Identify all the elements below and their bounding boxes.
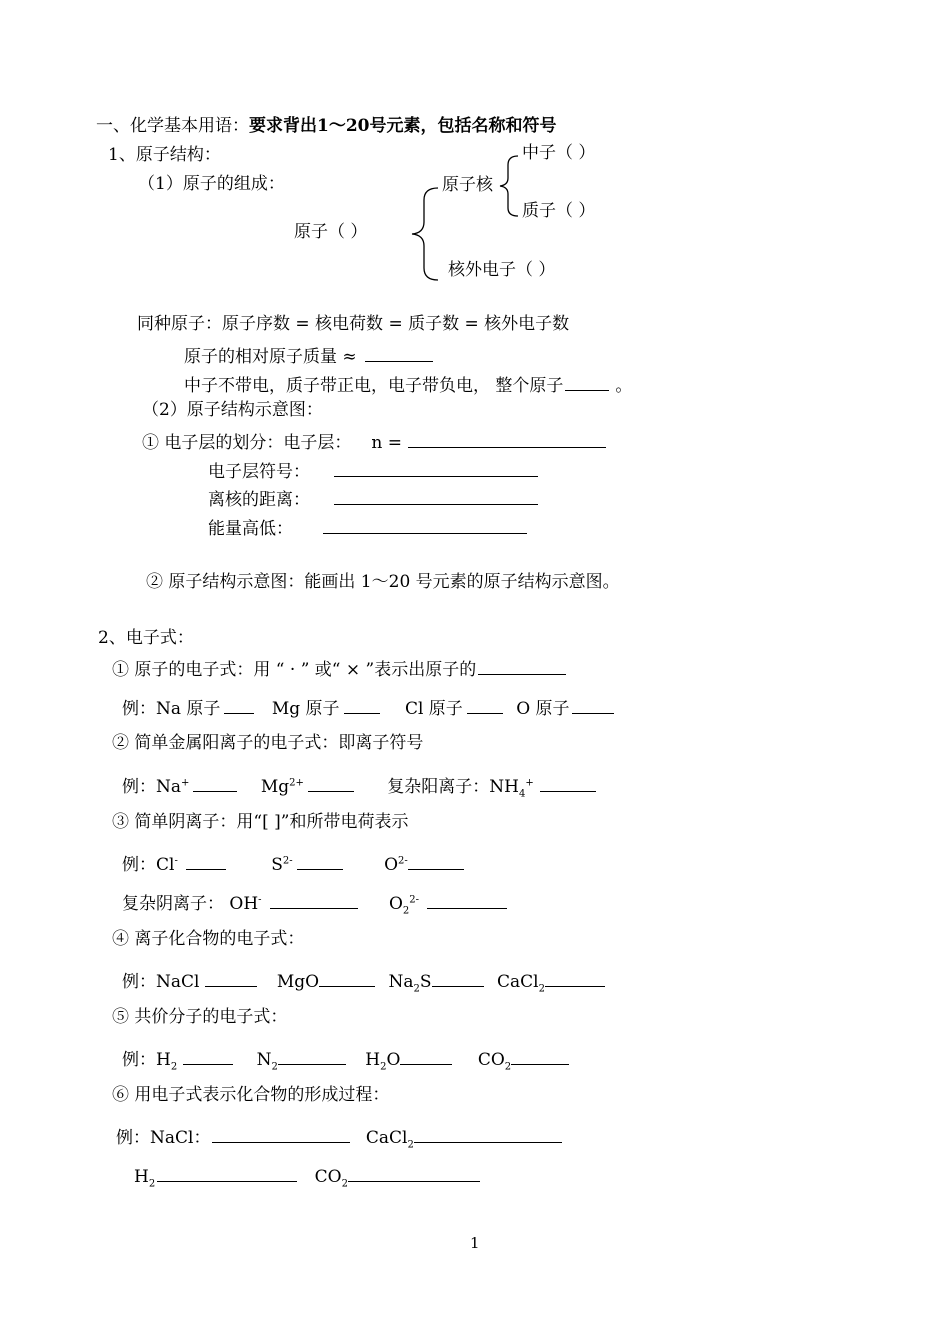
ex6b-h2-sub: 2 xyxy=(148,1178,156,1190)
ex2-nh-sub: 4 xyxy=(518,788,526,800)
ex1-cl-blank[interactable] xyxy=(467,697,503,714)
ex4-na2s-blank[interactable] xyxy=(432,970,484,987)
charge-text: 中子不带电，质子带正电，电子带负电， 整个原子 xyxy=(184,376,564,396)
ex5-h2-blank[interactable] xyxy=(183,1048,233,1065)
ex2-na-sup: + xyxy=(181,777,190,789)
ex2-mg: Mg xyxy=(260,777,290,797)
ex6b-line xyxy=(134,1165,480,1190)
ex3-o: O xyxy=(384,855,398,875)
ex4-mgo: MgO xyxy=(276,972,320,992)
ex1-line xyxy=(122,697,614,718)
ex3b-oh-blank[interactable] xyxy=(270,892,358,909)
ex5-h2-sub: 2 xyxy=(170,1061,178,1073)
page-number: 1 xyxy=(470,1234,480,1252)
layer-n-text: n = xyxy=(371,433,403,453)
ex5-n2-blank[interactable] xyxy=(278,1048,346,1065)
distance-line xyxy=(208,488,538,509)
sec1-sub1: （1）原子的组成： xyxy=(138,174,285,194)
ex2-line xyxy=(122,775,596,800)
ex2-mg-blank[interactable] xyxy=(308,775,354,792)
sec2-title: 2、电子式： xyxy=(98,628,194,648)
item3-line: ③ 简单阴离子：用“[ ]”和所带电荷表示 xyxy=(112,812,409,832)
ex3b-o2-sup: 2- xyxy=(409,894,420,906)
ex5-h2o: H xyxy=(365,1050,381,1070)
diagram-note: ② 原子结构示意图：能画出 1～20 号元素的原子结构示意图。 xyxy=(146,572,620,592)
layer-div-text: ① 电子层的划分：电子层： xyxy=(142,433,352,453)
rel-mass-line xyxy=(184,345,433,366)
ex4-mgo-blank[interactable] xyxy=(319,970,375,987)
ex6-cacl2-blank[interactable] xyxy=(414,1126,562,1143)
charge-line xyxy=(184,374,632,395)
ex5-co2: CO xyxy=(477,1050,505,1070)
ex5-h2: 例：H xyxy=(122,1050,171,1070)
ex3b-oh-sup: - xyxy=(258,894,262,906)
small-brace xyxy=(500,156,518,216)
ex6-cacl2: CaCl xyxy=(365,1128,408,1148)
ex2-complex: 复杂阳离子：NH xyxy=(387,777,519,797)
layer-symbol-line xyxy=(208,460,538,481)
ex6b-h2: H xyxy=(134,1167,149,1187)
ex3-o-sup: 2- xyxy=(398,855,408,867)
ex3b-o2-sub: 2 xyxy=(402,905,410,917)
ex4-cacl2-blank[interactable] xyxy=(545,970,605,987)
ex3b-o2-blank[interactable] xyxy=(427,892,507,909)
ex5-n2: N xyxy=(256,1050,272,1070)
item2-line: ② 简单金属阳离子的电子式：即离子符号 xyxy=(112,733,424,753)
ex3-s-blank[interactable] xyxy=(297,853,343,870)
energy-line xyxy=(208,517,527,538)
ex2-mg-sup: 2+ xyxy=(289,777,304,789)
ex5-co2-blank[interactable] xyxy=(511,1048,569,1065)
ex4-nacl: 例：NaCl xyxy=(122,972,200,992)
rel-mass-text: 原子的相对原子质量 ≈ xyxy=(184,347,357,367)
ex6-cacl2-sub: 2 xyxy=(407,1139,414,1151)
ex3-s: S xyxy=(271,855,283,875)
same-atom-line: 同种原子：原子序数 = 核电荷数 = 质子数 = 核外电子数 xyxy=(137,314,570,334)
ex1-o: O 原子 xyxy=(516,699,570,719)
ex3-cl-sup: - xyxy=(174,855,178,867)
ex5-co2-sub: 2 xyxy=(504,1061,512,1073)
ex6-nacl: 例：NaCl： xyxy=(116,1128,211,1148)
ex3-cl-blank[interactable] xyxy=(186,853,226,870)
ex4-nacl-blank[interactable] xyxy=(205,970,257,987)
energy-blank[interactable] xyxy=(323,517,527,534)
rel-mass-blank[interactable] xyxy=(365,345,433,362)
ex4-na2s-s: S xyxy=(419,972,432,992)
sec1-title: 1、原子结构： xyxy=(108,145,221,165)
charge-end: 。 xyxy=(615,376,633,396)
ex4-cacl2-sub: 2 xyxy=(538,983,545,995)
ex3-cl: 例：Cl xyxy=(122,855,175,875)
item4-line: ④ 离子化合物的电子式： xyxy=(112,929,305,949)
ex1-na: 例：Na 原子 xyxy=(122,699,221,719)
ex5-line xyxy=(122,1048,569,1073)
ex5-h2o-sub: 2 xyxy=(380,1061,387,1073)
ex1-mg-blank[interactable] xyxy=(344,697,380,714)
item6-line: ⑥ 用电子式表示化合物的形成过程： xyxy=(112,1085,390,1105)
ex5-n2-sub: 2 xyxy=(271,1061,278,1073)
ex5-h2o-blank[interactable] xyxy=(400,1048,452,1065)
item5-line: ⑤ 共价分子的电子式： xyxy=(112,1007,288,1027)
layer-div-line xyxy=(142,431,606,452)
item1-text: ① 原子的电子式：用 “ · ” 或“ × ”表示出原子的 xyxy=(112,660,477,680)
ex3-o-blank[interactable] xyxy=(408,853,464,870)
ex3-line xyxy=(122,853,464,874)
ex3b-o2: O xyxy=(388,894,403,914)
ex6b-co2: CO xyxy=(314,1167,342,1187)
sec1-sub2: （2）原子结构示意图： xyxy=(142,400,323,420)
ex1-na-blank[interactable] xyxy=(224,697,254,714)
neutron-label: 中子（ ） xyxy=(522,143,596,163)
ex2-nh-blank[interactable] xyxy=(540,775,596,792)
ex4-na2s: Na xyxy=(388,972,414,992)
ex1-cl: Cl 原子 xyxy=(404,699,463,719)
ex1-o-blank[interactable] xyxy=(572,697,614,714)
ex1-mg: Mg 原子 xyxy=(271,699,340,719)
atom-label: 原子（ ） xyxy=(294,222,368,242)
ex2-nh-sup: + xyxy=(525,777,534,789)
nucleus-label: 原子核 xyxy=(442,175,493,195)
ex6b-h2-blank[interactable] xyxy=(157,1165,297,1182)
layer-symbol-blank[interactable] xyxy=(334,460,538,477)
heading-bold: 要求背出1～20号元素，包括名称和符号 xyxy=(249,116,557,136)
item1-line xyxy=(112,658,566,679)
ex3b-oh: 复杂阴离子： OH xyxy=(122,894,259,914)
ex6-nacl-blank[interactable] xyxy=(212,1126,350,1143)
layer-symbol-text: 电子层符号： xyxy=(208,462,310,482)
ex6-line xyxy=(116,1126,562,1151)
ex2-na: 例：Na xyxy=(122,777,182,797)
ex4-line xyxy=(122,970,605,995)
ex5-h2o-o: O xyxy=(386,1050,401,1070)
ex6b-co2-sub: 2 xyxy=(341,1178,348,1190)
ex3b-line xyxy=(122,892,507,917)
charge-blank[interactable] xyxy=(565,374,609,391)
energy-text: 能量高低： xyxy=(208,519,293,539)
ex6b-co2-blank[interactable] xyxy=(348,1165,480,1182)
large-brace xyxy=(412,188,438,280)
ex3-s-sup: 2- xyxy=(282,855,293,867)
heading-prefix: 一、化学基本用语： xyxy=(96,116,249,136)
distance-blank[interactable] xyxy=(334,488,538,505)
item1-blank[interactable] xyxy=(478,658,566,675)
layer-n-blank[interactable] xyxy=(408,431,606,448)
ex2-na-blank[interactable] xyxy=(193,775,237,792)
electrons-label: 核外电子（ ） xyxy=(448,260,556,280)
ex4-na2s-sub: 2 xyxy=(413,983,420,995)
distance-text: 离核的距离： xyxy=(208,490,310,510)
ex4-cacl2: CaCl xyxy=(496,972,539,992)
proton-label: 质子（ ） xyxy=(522,201,596,221)
